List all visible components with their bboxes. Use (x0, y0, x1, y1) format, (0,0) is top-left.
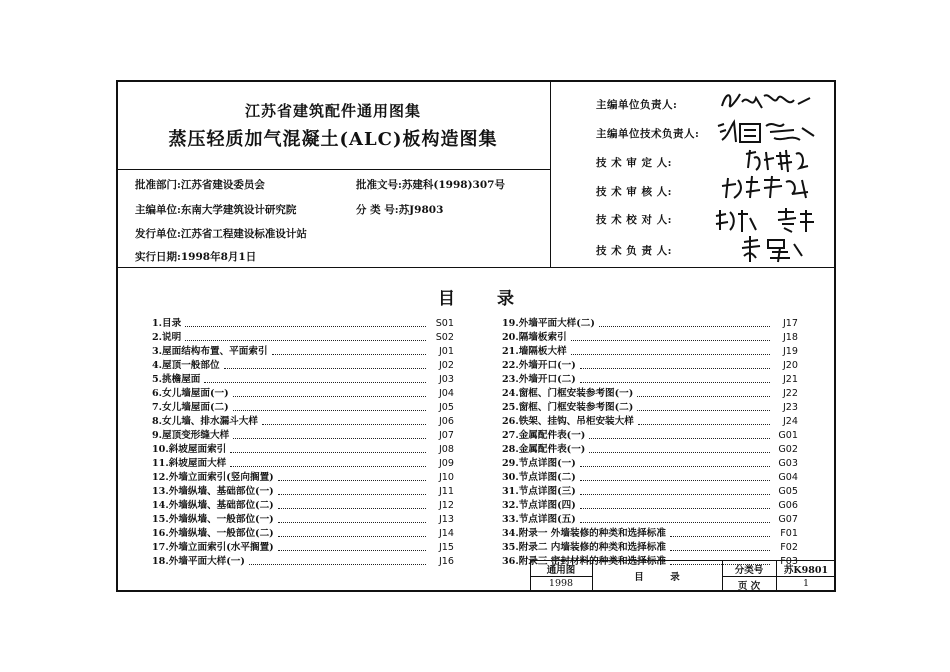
toc-item (152, 400, 454, 414)
toc-leader (278, 550, 426, 551)
toc-item (152, 456, 454, 470)
toc-item (502, 330, 798, 344)
toc-item (502, 400, 798, 414)
toc-item (152, 554, 454, 568)
general-drawing-label: 通用图 (546, 565, 576, 576)
toc-item-label: 20.隔墙板索引 (502, 332, 567, 343)
toc-item-label: 16.外墙纵墙、一般部位(二) (152, 528, 274, 539)
toc-item-code: S02 (435, 332, 454, 343)
toc-item (152, 344, 454, 358)
toc-item (502, 372, 798, 386)
toc-item-label: 9.屋顶变形缝大样 (152, 430, 230, 441)
toc-item (502, 386, 798, 400)
signature-technical-lead (738, 234, 808, 264)
toc-item-code: G02 (778, 444, 798, 455)
toc-leader (278, 536, 426, 537)
toc-item-label: 19.外墙平面大样(二) (502, 318, 595, 329)
toc-leader (638, 424, 770, 425)
toc-item-label: 18.外墙平面大样(一) (152, 556, 245, 567)
toc-item (152, 442, 454, 456)
toc-leader (272, 354, 426, 355)
toc-item-label: 27.金属配件表(一) (502, 430, 586, 441)
toc-leader (599, 326, 770, 327)
header-bottom-line (116, 267, 836, 268)
toc-item-code: S01 (435, 318, 454, 329)
toc-heading (116, 284, 836, 309)
toc-leader (230, 466, 426, 467)
toc-leader (580, 466, 770, 467)
toc-leader (637, 396, 770, 397)
toc-item-code: J03 (438, 374, 454, 385)
toc-leader (224, 368, 426, 369)
toc-item (502, 414, 798, 428)
toc-item-code: J15 (438, 542, 454, 553)
toc-leader (571, 354, 770, 355)
toc-item (152, 428, 454, 442)
toc-item-code: J17 (782, 318, 798, 329)
page-label: 页 次 (737, 581, 761, 592)
series-title: 江苏省建筑配件通用图集 (244, 102, 421, 120)
toc-item-code: J08 (438, 444, 454, 455)
toc-item-label: 1.目录 (152, 318, 182, 329)
title-block-top (530, 560, 836, 561)
toc-heading-char-2: 录 (496, 289, 514, 309)
page-value: 1 (802, 578, 810, 589)
toc-item-label: 7.女儿墙屋面(二) (152, 402, 229, 413)
category-label: 分类号 (734, 565, 764, 576)
toc-leader (580, 522, 770, 523)
toc-item-label: 21.墙隔板大样 (502, 346, 567, 357)
signature-approver (742, 146, 812, 174)
toc-leader (589, 438, 770, 439)
toc-item-code: J13 (438, 514, 454, 525)
toc-item (152, 414, 454, 428)
toc-item-code: J02 (438, 360, 454, 371)
toc-leader (233, 396, 426, 397)
toc-leader (278, 522, 426, 523)
toc-item-code: J07 (438, 430, 454, 441)
toc-item (152, 498, 454, 512)
toc-item-label: 17.外墙立面索引(水平搁置) (152, 542, 274, 553)
toc-leader (262, 424, 426, 425)
toc-item-label: 34.附录一 外墙装修的种类和选择标准 (502, 528, 666, 539)
toc-leader (589, 452, 770, 453)
toc-item-code: G05 (778, 486, 798, 497)
toc-item-label: 30.节点详图(二) (502, 472, 576, 483)
toc-item-label: 23.外墙开口(二) (502, 374, 576, 385)
toc-leader (670, 550, 770, 551)
toc-item (152, 470, 454, 484)
toc-item-label: 25.窗框、门框安装参考图(二) (502, 402, 634, 413)
toc-item-label: 36.附录三 密封材料的种类和选择标准 (502, 556, 666, 567)
toc-item-label: 31.节点详图(三) (502, 486, 576, 497)
toc-item-code: F01 (780, 528, 798, 539)
reviewer-label: 技 术 审 核 人: (596, 186, 672, 198)
toc-item (502, 442, 798, 456)
toc-item-code: J22 (782, 388, 798, 399)
toc-item (502, 344, 798, 358)
toc-item-code: G03 (778, 458, 798, 469)
toc-item-label: 14.外墙纵墙、基础部位(二) (152, 500, 274, 511)
header-divider-vertical (550, 80, 551, 268)
toc-item-label: 10.斜坡屋面索引 (152, 444, 227, 455)
toc-item-label: 22.外墙开口(一) (502, 360, 576, 371)
signature-reviewer (718, 172, 818, 202)
toc-item-code: G06 (778, 500, 798, 511)
toc-item (502, 316, 798, 330)
title-divider (116, 169, 550, 170)
toc-item (152, 330, 454, 344)
toc-item-label: 26.铁架、挂钩、吊柜安装大样 (502, 416, 634, 427)
toc-item-label: 13.外墙纵墙、基础部位(一) (152, 486, 274, 497)
toc-item-label: 29.节点详图(一) (502, 458, 576, 469)
toc-item-label: 28.金属配件表(一) (502, 444, 586, 455)
title-block-mid-right (722, 576, 836, 577)
toc-item-code: J24 (782, 416, 798, 427)
toc-leader (580, 382, 770, 383)
toc-item-code: J04 (438, 388, 454, 399)
signature-checker (712, 206, 822, 236)
sheet-title: 目 录 (634, 572, 680, 583)
signature-technical-chief (714, 116, 824, 146)
toc-heading-char-1: 目 (438, 289, 456, 309)
toc-leader (185, 326, 426, 327)
toc-item (152, 540, 454, 554)
toc-item-label: 12.外墙立面索引(竖向搁置) (152, 472, 274, 483)
toc-item (152, 316, 454, 330)
toc-item-code: J18 (782, 332, 798, 343)
toc-item-code: J12 (438, 500, 454, 511)
signature-chief-editor (718, 88, 818, 116)
toc-item-label: 35.附录二 内墙装修的种类和选择标准 (502, 542, 666, 553)
toc-item (502, 358, 798, 372)
toc-leader (278, 494, 426, 495)
toc-item-code: F02 (780, 542, 798, 553)
toc-item-code: J09 (438, 458, 454, 469)
category-number: 分 类 号:苏J9803 (356, 204, 444, 216)
toc-item-label: 3.屋面结构布置、平面索引 (152, 346, 268, 357)
toc-leader (233, 410, 426, 411)
technical-chief-label: 主编单位技术负责人: (596, 128, 700, 140)
editor-unit: 主编单位:东南大学建筑设计研究院 (135, 204, 297, 216)
toc-item (502, 526, 798, 540)
category-value: 苏K9801 (783, 565, 829, 576)
toc-item-label: 11.斜坡屋面大样 (152, 458, 227, 469)
toc-item-code: G04 (778, 472, 798, 483)
toc-leader (230, 452, 426, 453)
toc-leader (580, 480, 770, 481)
toc-item-label: 32.节点详图(四) (502, 500, 576, 511)
effective-date: 实行日期:1998年8月1日 (135, 251, 257, 263)
toc-item-label: 33.节点详图(五) (502, 514, 576, 525)
toc-leader (637, 410, 770, 411)
publisher: 发行单位:江苏省工程建设标准设计站 (135, 228, 307, 240)
toc-item (152, 526, 454, 540)
toc-item (502, 428, 798, 442)
chief-editor-label: 主编单位负责人: (596, 99, 678, 111)
toc-item-code: J19 (782, 346, 798, 357)
toc-item (502, 498, 798, 512)
toc-item-code: J11 (438, 486, 454, 497)
technical-lead-label: 技 术 负 责 人: (596, 245, 672, 257)
toc-item (152, 358, 454, 372)
toc-leader (670, 536, 770, 537)
toc-item-code: J06 (438, 416, 454, 427)
toc-item-code: J05 (438, 402, 454, 413)
toc-item-label: 2.说明 (152, 332, 182, 343)
approval-doc-no: 批准文号:苏建科(1998)307号 (356, 179, 505, 191)
toc-item-label: 5.挑檐屋面 (152, 374, 201, 385)
toc-leader (580, 508, 770, 509)
toc-item-label: 15.外墙纵墙、一般部位(一) (152, 514, 274, 525)
toc-leader (278, 508, 426, 509)
toc-leader (185, 340, 426, 341)
toc-leader (278, 480, 426, 481)
toc-item-code: G01 (778, 430, 798, 441)
toc-item-label: 24.窗框、门框安装参考图(一) (502, 388, 634, 399)
toc-leader (233, 438, 426, 439)
toc-item-code: J14 (438, 528, 454, 539)
toc-item (502, 484, 798, 498)
toc-leader (571, 340, 770, 341)
toc-item-code: J16 (438, 556, 454, 567)
toc-item-code: F03 (780, 556, 798, 567)
toc-item-code: J10 (438, 472, 454, 483)
atlas-title: 蒸压轻质加气混凝土(ALC)板构造图集 (168, 129, 498, 150)
toc-item-label: 6.女儿墙屋面(一) (152, 388, 229, 399)
toc-item-code: J20 (782, 360, 798, 371)
toc-item-code: J01 (438, 346, 454, 357)
title-block-mid-left (530, 576, 592, 577)
toc-leader (249, 564, 426, 565)
year-value: 1998 (548, 578, 574, 589)
toc-leader (580, 494, 770, 495)
toc-item (152, 512, 454, 526)
toc-item-code: G07 (778, 514, 798, 525)
toc-item (502, 456, 798, 470)
toc-item (152, 484, 454, 498)
toc-item (502, 512, 798, 526)
approval-dept: 批准部门:江苏省建设委员会 (135, 179, 265, 191)
toc-leader (204, 382, 426, 383)
toc-item-code: J21 (782, 374, 798, 385)
approver-label: 技 术 审 定 人: (596, 157, 672, 169)
toc-item-label: 8.女儿墙、排水漏斗大样 (152, 416, 258, 427)
toc-item (152, 372, 454, 386)
toc-item-code: J23 (782, 402, 798, 413)
toc-item (502, 540, 798, 554)
toc-leader (580, 368, 770, 369)
toc-item (152, 386, 454, 400)
toc-item (502, 470, 798, 484)
toc-item-label: 4.屋顶一般部位 (152, 360, 220, 371)
checker-label: 技 术 校 对 人: (596, 214, 672, 226)
